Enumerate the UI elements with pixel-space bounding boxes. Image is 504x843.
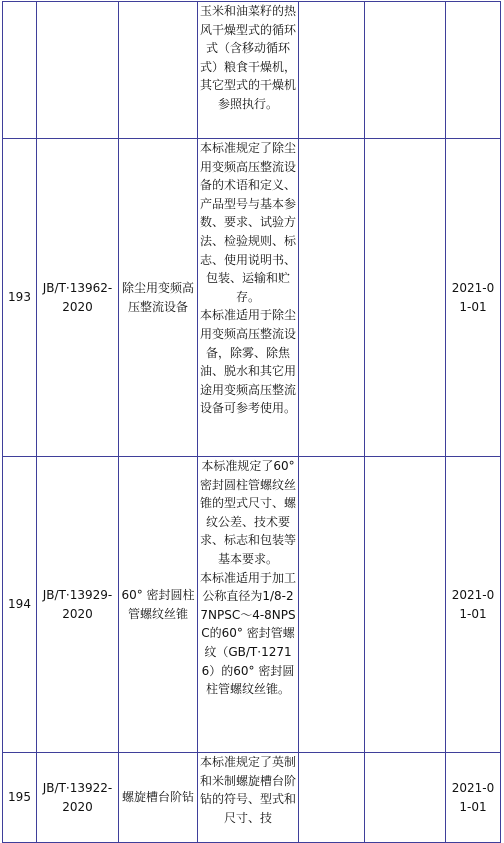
seq-cell: 194 xyxy=(3,457,37,753)
desc-cell xyxy=(198,457,299,753)
date-cell xyxy=(446,2,501,139)
desc-cell xyxy=(198,753,299,843)
seq-cell: 195 xyxy=(3,753,37,843)
empty-cell xyxy=(299,753,365,843)
standards-table xyxy=(2,1,501,843)
empty-cell xyxy=(299,139,365,457)
desc-paragraph: 本标准规定了除尘用变频高压整流设备的术语和定义、产品型号与基本参数、要求、试验方法、检验规则、标志、使用说明书、包装、运输和贮存。 xyxy=(200,141,297,304)
empty-cell xyxy=(299,2,365,139)
seq-cell: 193 xyxy=(3,139,37,457)
name-cell: 60° 密封圆柱管螺纹丝锥 xyxy=(119,457,198,753)
date-cell: 2021-01-01 xyxy=(446,753,501,843)
empty-cell xyxy=(365,457,446,753)
desc-paragraph: 玉米和油菜籽的热风干燥型式的循环式（含移动循环式）粮食干燥机，其它型式的干燥机参照执行。 xyxy=(200,4,297,111)
desc-paragraph: 本标准适用于除尘用变频高压整流设备，除雾、除焦油、脱水和其它用途用变频高压整流设备可参考使用。 xyxy=(200,308,297,416)
empty-cell xyxy=(299,457,365,753)
seq-cell xyxy=(3,2,37,139)
code-cell: JB/T·13922-2020 xyxy=(37,753,119,843)
desc-cell xyxy=(198,2,299,139)
date-cell: 2021-01-01 xyxy=(446,139,501,457)
desc-paragraph: 本标准适用于加工公称直径为1/8-27NPSC～4-8NPSC的60° 密封管螺纹（GB/T·12716）的60° 密封圆柱管螺纹丝锥。 xyxy=(200,570,297,697)
table-row xyxy=(3,753,501,843)
name-cell: 除尘用变频高压整流设备 xyxy=(119,139,198,457)
code-cell xyxy=(37,2,119,139)
desc-cell xyxy=(198,139,299,457)
table-row xyxy=(3,457,501,753)
empty-cell xyxy=(365,753,446,843)
desc-paragraph: 本标准规定了英制和米制螺旋槽台阶钻的符号、型式和尺寸、技 xyxy=(200,755,297,825)
name-cell xyxy=(119,2,198,139)
empty-cell xyxy=(365,2,446,139)
desc-paragraph: 本标准规定了60° 密封圆柱管螺纹丝锥的型式尺寸、螺纹公差、技术要求、标志和包装等基本要求。 xyxy=(200,459,297,566)
empty-cell xyxy=(365,139,446,457)
code-cell: JB/T·13962-2020 xyxy=(37,139,119,457)
code-cell: JB/T·13929-2020 xyxy=(37,457,119,753)
date-cell: 2021-01-01 xyxy=(446,457,501,753)
name-cell: 螺旋槽台阶钻 xyxy=(119,753,198,843)
table-row xyxy=(3,139,501,457)
table-row xyxy=(3,2,501,139)
